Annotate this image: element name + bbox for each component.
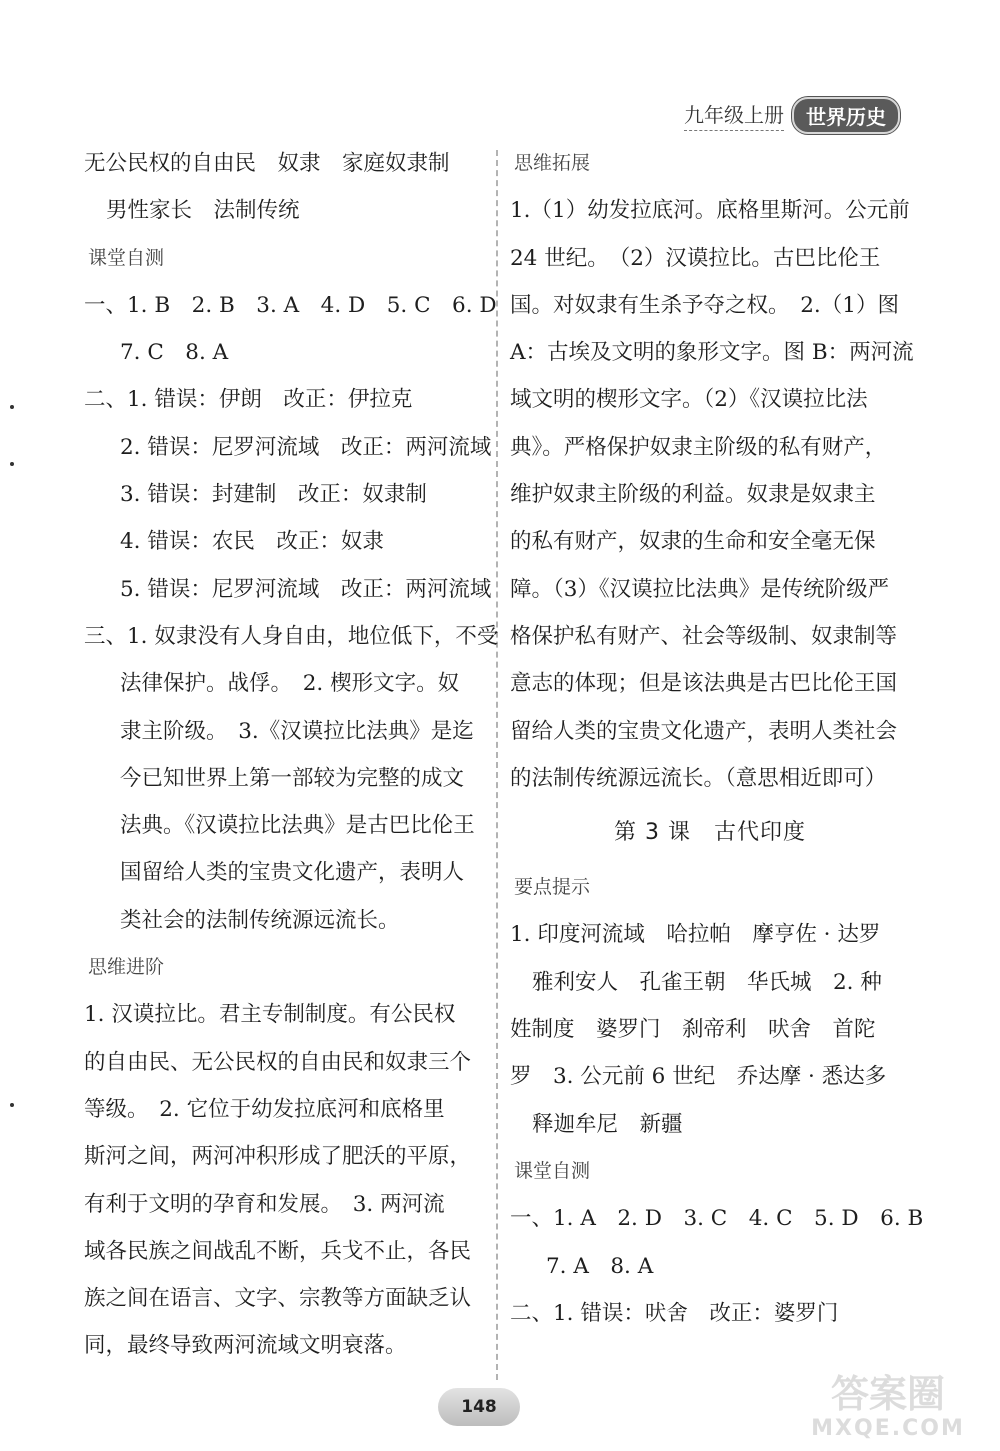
left-column [84,140,499,1370]
text-line: 雅利安人 孔雀王朝 华氏城 2. 种 [532,969,882,995]
text-line: 24 世纪。 （2）汉谟拉比。古巴比伦王 [510,245,881,271]
text-line: 的法制传统源远流长。（意思相近即可） [510,765,887,791]
text-line: 意志的体现；但是该法典是古巴比伦王国 [510,671,898,697]
subject-badge: 世界历史 [792,97,900,134]
watermark [788,1372,988,1447]
text-line: 姓制度 婆罗门 刹帝利 吠舍 首陀 [510,1017,876,1043]
section-heading: 课堂自测 [88,246,165,269]
text-line: 典》。严格保护奴隶主阶级的私有财产， [510,434,887,460]
text-line: 7. C 8. A [120,340,229,366]
text-line: A：古埃及文明的象形文字。图 B：两河流 [510,340,914,366]
text-line: 国留给人类的宝贵文化遗产，表明人 [120,860,465,886]
text-line: 1.（1）幼发拉底河。底格里斯河。公元前 [510,198,910,224]
text-line: 斯河之间，两河冲积形成了肥沃的平原， [84,1144,472,1170]
text-line: 男性家长 法制传统 [106,198,300,224]
text-line: 二、1. 错误：吠舍 改正：婆罗门 [510,1300,839,1326]
text-line: 释迦牟尼 新疆 [532,1111,683,1137]
text-line: 罗 3. 公元前 6 世纪 乔达摩 · 悉达多 [510,1064,887,1090]
text-line: 类社会的法制传统源远流长。 [120,907,400,933]
text-line: 的自由民、无公民权的自由民和奴隶三个 [84,1049,472,1075]
section-heading: 思维进阶 [88,956,165,979]
text-line: 留给人类的宝贵文化遗产，表明人类社会 [510,718,898,744]
right-column [510,140,924,1337]
grade-label: 九年级上册 [684,99,784,131]
text-line: 二、1. 错误：伊朗 改正：伊拉克 [84,387,413,413]
text-line: 隶主阶级。 3.《汉谟拉比法典》是迄 [120,718,474,744]
text-line: 有利于文明的孕育和发展。 3. 两河流 [84,1191,445,1217]
text-line: 格保护私有财产、社会等级制、奴隶制等 [510,623,898,649]
text-line: 一、1. A 2. D 3. C 4. C 5. D 6. B [510,1206,924,1232]
watermark-en: MXQE.COM [811,1416,965,1441]
text-line: 族之间在语言、文字、宗教等方面缺乏认 [84,1286,472,1312]
text-line: 1. 印度河流域 哈拉帕 摩亨佐 · 达罗 [510,922,881,948]
text-line: 三、1. 奴隶没有人身自由，地位低下，不受 [84,623,499,649]
margin-mark [10,405,14,409]
margin-mark [10,462,14,466]
section-heading: 课堂自测 [514,1159,591,1182]
text-line: 障。（3）《汉谟拉比法典》是传统阶级严 [510,576,890,602]
text-line: 5. 错误：尼罗河流域 改正：两河流域 [120,576,492,602]
page-number: 148 [438,1388,520,1426]
text-line: 同，最终导致两河流域文明衰落。 [84,1333,407,1359]
text-line: 维护奴隶主阶级的利益。奴隶是奴隶主 [510,482,876,508]
text-line: 无公民权的自由民 奴隶 家庭奴隶制 [84,151,450,176]
text-line: 3. 错误：封建制 改正：奴隶制 [120,482,427,508]
text-line: 域文明的楔形文字。（2）《汉谟拉比法 [510,387,868,413]
text-line: 一、1. B 2. B 3. A 4. D 5. C 6. D [84,292,497,318]
text-line: 1. 汉谟拉比。君主专制制度。有公民权 [84,1002,456,1028]
section-heading: 思维拓展 [514,152,591,174]
text-line: 等级。 2. 它位于幼发拉底河和底格里 [84,1096,445,1122]
text-line: 的私有财产，奴隶的生命和安全毫无保 [510,529,876,555]
text-line: 国。对奴隶有生杀予夺之权。 2.（1）图 [510,292,899,318]
text-line: 域各民族之间战乱不断，兵戈不止，各民 [84,1238,472,1264]
page-header [684,98,900,132]
column-divider [496,150,498,1380]
text-line: 7. A 8. A [546,1253,654,1279]
section-heading: 要点提示 [514,876,591,899]
margin-mark [10,1103,14,1107]
text-line: 法律保护。战俘。 2. 楔形文字。奴 [120,671,460,697]
lesson-title: 第 3 课 古代印度 [614,820,806,846]
text-line: 法典。《汉谟拉比法典》是古巴比伦王 [120,813,475,839]
text-line: 4. 错误：农民 改正：奴隶 [120,529,384,555]
text-line: 今已知世界上第一部较为完整的成文 [120,765,465,791]
watermark-cn: 答案圈 [830,1372,945,1416]
text-line: 2. 错误：尼罗河流域 改正：两河流域 [120,434,492,460]
